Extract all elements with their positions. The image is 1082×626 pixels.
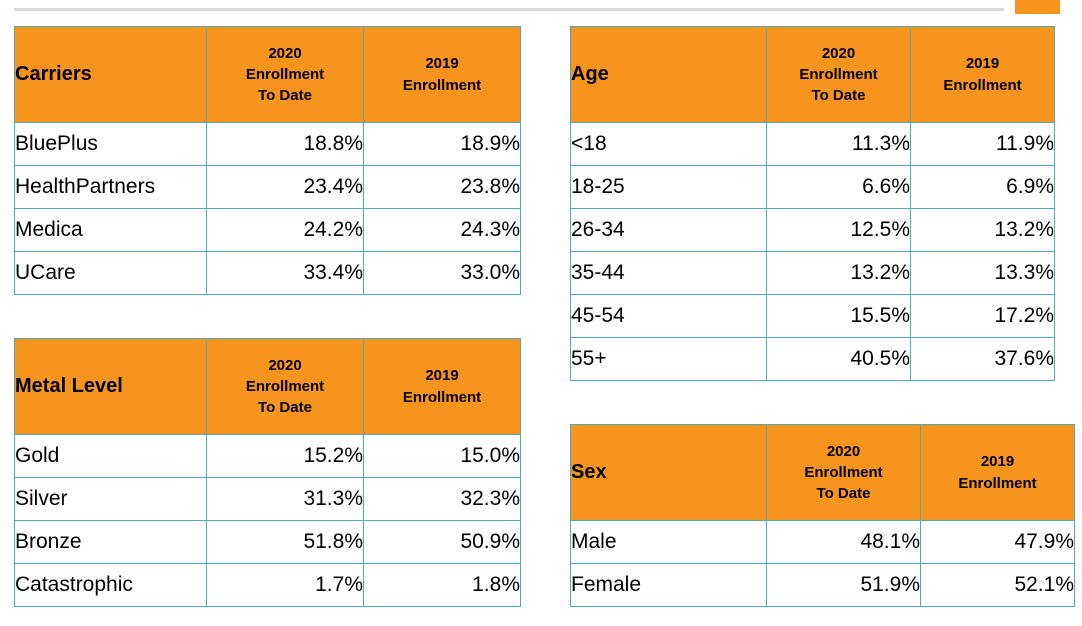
- row-label: 55+: [571, 338, 767, 381]
- table-row: [15, 521, 521, 564]
- header-enrollment-line: Enrollment: [943, 76, 1022, 94]
- metal-level-table: [14, 338, 521, 607]
- row-value-2019: 50.9%: [364, 521, 521, 564]
- row-label: Medica: [15, 209, 207, 252]
- row-label: 26-34: [571, 209, 767, 252]
- row-label: Catastrophic: [15, 564, 207, 607]
- header-todate-line: To Date: [258, 87, 312, 105]
- row-label: Silver: [15, 478, 207, 521]
- carriers-header-2019: [364, 27, 521, 123]
- table-header-row: [571, 27, 1055, 123]
- age-header-2019: [911, 27, 1055, 123]
- row-value-2019: 33.0%: [364, 252, 521, 295]
- header-year-line: 2019: [965, 55, 1000, 73]
- row-value-2019: 24.3%: [364, 209, 521, 252]
- carriers-header-2020: [207, 27, 364, 123]
- row-label: <18: [571, 123, 767, 166]
- table-row: [571, 338, 1055, 381]
- row-label: 35-44: [571, 252, 767, 295]
- row-value-2019: 1.8%: [364, 564, 521, 607]
- row-label: 18-25: [571, 166, 767, 209]
- header-enrollment-line: Enrollment: [799, 65, 878, 83]
- row-value-2019: 32.3%: [364, 478, 521, 521]
- top-accent-tab: [1015, 0, 1060, 14]
- header-todate-line: To Date: [811, 87, 866, 105]
- row-value-2019: 37.6%: [911, 338, 1055, 381]
- row-value-2019: 18.9%: [364, 123, 521, 166]
- header-year-line: 2020: [268, 356, 302, 374]
- header-year-line: 2020: [268, 44, 302, 62]
- carriers-table: [14, 26, 521, 295]
- row-value-2020: 23.4%: [207, 166, 364, 209]
- row-label: Female: [571, 564, 767, 607]
- header-year-line: 2020: [826, 442, 861, 460]
- row-value-2020: 40.5%: [767, 338, 911, 381]
- row-label: UCare: [15, 252, 207, 295]
- table-row: [571, 123, 1055, 166]
- row-value-2020: 15.2%: [207, 435, 364, 478]
- table-row: [571, 166, 1055, 209]
- row-value-2019: 13.2%: [911, 209, 1055, 252]
- row-value-2020: 48.1%: [767, 521, 921, 564]
- metal-header-2020: [207, 339, 364, 435]
- header-todate-line: To Date: [258, 399, 312, 417]
- header-enrollment-line: Enrollment: [804, 463, 883, 481]
- row-label: Bronze: [15, 521, 207, 564]
- row-value-2020: 51.9%: [767, 564, 921, 607]
- row-value-2019: 11.9%: [911, 123, 1055, 166]
- row-value-2020: 31.3%: [207, 478, 364, 521]
- metal-header-2019: [364, 339, 521, 435]
- row-value-2020: 51.8%: [207, 521, 364, 564]
- header-enrollment-line: Enrollment: [245, 377, 325, 395]
- row-value-2019: 52.1%: [921, 564, 1075, 607]
- table-row: [15, 435, 521, 478]
- row-label: BluePlus: [15, 123, 207, 166]
- row-value-2019: 13.3%: [911, 252, 1055, 295]
- carriers-header-label: Carriers: [15, 27, 207, 123]
- row-value-2020: 11.3%: [767, 123, 911, 166]
- row-label: HealthPartners: [15, 166, 207, 209]
- table-row: [15, 478, 521, 521]
- row-value-2020: 15.5%: [767, 295, 911, 338]
- table-header-row: [15, 339, 521, 435]
- table-row: [15, 252, 521, 295]
- row-value-2019: 17.2%: [911, 295, 1055, 338]
- age-header-label: Age: [571, 27, 767, 123]
- row-value-2019: 23.8%: [364, 166, 521, 209]
- header-year-line: 2019: [425, 55, 459, 73]
- metal-header-label: Metal Level: [15, 339, 207, 435]
- row-label: 45-54: [571, 295, 767, 338]
- sex-header-2019: [921, 425, 1075, 521]
- header-todate-line: To Date: [816, 485, 871, 503]
- row-value-2020: 13.2%: [767, 252, 911, 295]
- header-enrollment-line: Enrollment: [958, 474, 1037, 492]
- table-row: [571, 209, 1055, 252]
- row-value-2020: 12.5%: [767, 209, 911, 252]
- row-value-2019: 6.9%: [911, 166, 1055, 209]
- table-row: [571, 521, 1075, 564]
- age-header-2020: [767, 27, 911, 123]
- table-row: [571, 564, 1075, 607]
- table-row: [15, 123, 521, 166]
- table-row: [15, 564, 521, 607]
- sex-header-2020: [767, 425, 921, 521]
- header-year-line: 2019: [980, 453, 1015, 471]
- table-row: [571, 295, 1055, 338]
- header-enrollment-line: Enrollment: [402, 388, 482, 406]
- row-value-2020: 18.8%: [207, 123, 364, 166]
- row-value-2020: 24.2%: [207, 209, 364, 252]
- header-enrollment-line: Enrollment: [402, 76, 482, 94]
- row-value-2020: 1.7%: [207, 564, 364, 607]
- row-label: Gold: [15, 435, 207, 478]
- row-value-2019: 15.0%: [364, 435, 521, 478]
- sex-header-label: Sex: [571, 425, 767, 521]
- sex-table: [570, 424, 1075, 607]
- row-value-2020: 33.4%: [207, 252, 364, 295]
- table-row: [571, 252, 1055, 295]
- header-enrollment-line: Enrollment: [245, 65, 325, 83]
- table-header-row: [571, 425, 1075, 521]
- age-table: [570, 26, 1055, 381]
- table-row: [15, 209, 521, 252]
- table-row: [15, 166, 521, 209]
- top-divider-rule: [14, 8, 1004, 11]
- row-label: Male: [571, 521, 767, 564]
- header-year-line: 2020: [821, 44, 856, 62]
- row-value-2019: 47.9%: [921, 521, 1075, 564]
- row-value-2020: 6.6%: [767, 166, 911, 209]
- header-year-line: 2019: [425, 367, 459, 385]
- table-header-row: [15, 27, 521, 123]
